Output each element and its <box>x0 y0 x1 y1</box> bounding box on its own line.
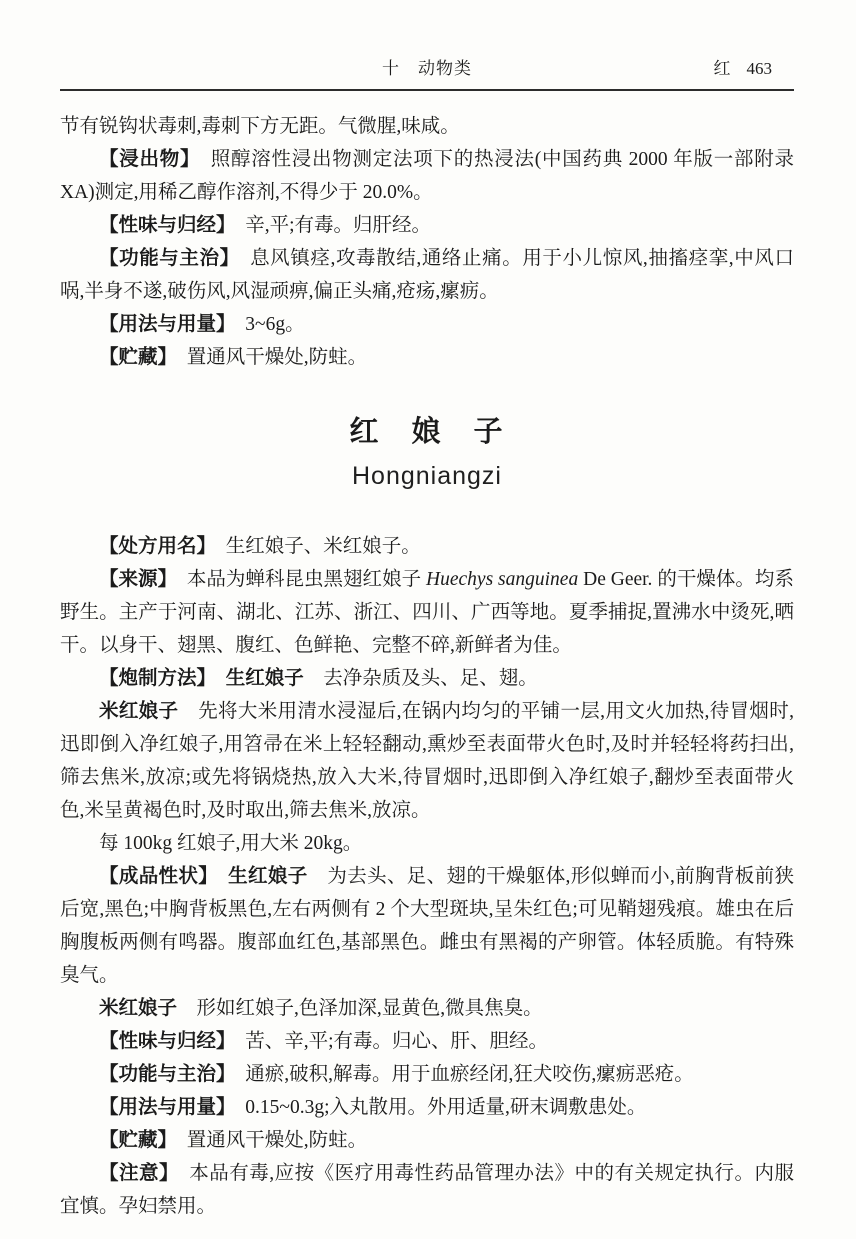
paragraph-ratio <box>60 827 794 860</box>
page-number: 463 <box>746 59 772 78</box>
section-storage <box>60 1124 794 1157</box>
text-segment: 【用法与用量】 <box>99 1096 246 1118</box>
text-segment: 生红娘子 <box>228 865 308 887</box>
text-segment: 【贮藏】 <box>99 346 187 368</box>
text-segment: 形如红娘子,色泽加深,显黄色,微具焦臭。 <box>177 998 543 1019</box>
text-segment: Huechys sanguinea <box>426 569 579 590</box>
paragraph-rice-processing <box>60 695 794 827</box>
section-functions <box>60 242 794 308</box>
entry-body <box>60 530 794 1223</box>
section-dosage <box>60 1091 794 1124</box>
text-segment: 米红娘子 <box>99 997 178 1019</box>
section-source <box>60 563 794 662</box>
text-segment: 生红娘子 <box>225 667 304 689</box>
text-segment: 照醇溶性浸出物测定法项下的热浸法(中国药典 2000 年版一部附录 XA)测定,用稀乙醇作溶剂,不得少于 20.0%。 <box>60 149 794 203</box>
text-segment: 置通风干燥处,防蛀。 <box>186 347 368 368</box>
text-segment: 【处方用名】 <box>99 535 226 557</box>
text-segment: 苦、辛,平;有毒。归心、肝、胆经。 <box>245 1031 549 1052</box>
page-header <box>60 56 794 82</box>
text-segment: 【用法与用量】 <box>99 313 246 335</box>
text-segment: 息风镇痉,攻毒散结,通络止痛。用于小儿惊风,抽搐痉挛,中风口㖞,半身不遂,破伤风,风湿顽痹,偏正头痛,疮疡,瘰疬。 <box>60 248 794 302</box>
section-product-characters <box>60 860 794 992</box>
section-caution <box>60 1157 794 1223</box>
section-taste-meridian <box>60 1025 794 1058</box>
text-segment: 先将大米用清水浸湿后,在锅内均匀的平铺一层,用文火加热,待冒烟时,迅即倒入净红娘子,用笤帚在米上轻轻翻动,熏炒至表面带火色时,及时并轻轻将药扫出,筛去焦米,放凉;或先将锅烧热,放入大米,待冒烟时,迅即倒入净红娘子,翻炒至表面带火色,米呈黄褐色时,及时取出,筛去焦米,放凉。 <box>60 701 794 821</box>
section-storage <box>60 341 794 374</box>
text-segment: 【性味与归经】 <box>99 1030 246 1052</box>
text-segment: 节有锐钩状毒刺,毒刺下方无距。气微腥,味咸。 <box>60 116 460 137</box>
text-segment: 【功能与主治】 <box>99 1063 246 1085</box>
text-segment: 生红娘子、米红娘子。 <box>225 536 421 557</box>
section-processing-method <box>60 662 794 695</box>
text-segment: 通瘀,破积,解毒。用于血瘀经闭,狂犬咬伤,瘰疬恶疮。 <box>245 1064 694 1085</box>
text-segment: 【来源】 <box>99 568 187 590</box>
text-segment: 【功能与主治】 <box>99 247 251 269</box>
section-prescription-names <box>60 530 794 563</box>
text-segment: 为去头、足、翅的干燥躯体,形似蝉而小,前胸背板前狭后宽,黑色;中胸背板黑色,左右两侧有 2 个大型斑块,呈朱红色;可见鞘翅残痕。雄虫在后胸腹板两侧有鸣器。腹部血红色,基部黑色。雌虫有黑褐的产卵管。体轻质脆。有特殊臭气。 <box>60 866 794 986</box>
entry-hongniangzi <box>60 412 794 1223</box>
page-topic: 红 <box>713 59 731 78</box>
text-segment: De Geer. 的干燥体。均系野生。主产于河南、湖北、江苏、浙江、四川、广西等地。夏季捕捉,置沸水中烫死,晒干。以身干、翅黑、腹红、色鲜艳、完整不碎,新鲜者为佳。 <box>60 569 794 656</box>
text-segment: 置通风干燥处,防蛀。 <box>186 1130 368 1151</box>
previous-entry-tail <box>60 110 794 374</box>
paragraph-rice-product <box>60 992 794 1025</box>
section-extractives <box>60 143 794 209</box>
section-dosage <box>60 308 794 341</box>
text-segment: 0.15~0.3g;入丸散用。外用适量,研末调敷患处。 <box>245 1097 647 1118</box>
section-taste-meridian <box>60 209 794 242</box>
section-functions <box>60 1058 794 1091</box>
page-body <box>60 110 794 1223</box>
entry-title: 红 娘 子 <box>349 416 505 448</box>
text-segment: 米红娘子 <box>99 700 179 722</box>
chapter-heading: 十 动物类 <box>382 59 472 78</box>
text-segment: 【注意】 <box>99 1162 190 1184</box>
text-segment: 【浸出物】 <box>99 148 211 170</box>
text-segment: 去净杂质及头、足、翅。 <box>303 668 538 689</box>
paragraph-continuation <box>60 110 794 143</box>
entry-pinyin: Hongniangzi <box>352 462 502 490</box>
text-segment: 【性味与归经】 <box>99 214 246 236</box>
text-segment: 本品为蝉科昆虫黑翅红娘子 <box>186 569 427 590</box>
text-segment: 【贮藏】 <box>99 1129 187 1151</box>
text-segment: 【成品性状】 <box>99 865 229 887</box>
text-segment: 3~6g。 <box>245 314 305 335</box>
header-rule <box>60 89 794 91</box>
text-segment: 每 100kg 红娘子,用大米 20kg。 <box>99 833 363 854</box>
text-segment: 本品有毒,应按《医疗用毒性药品管理办法》中的有关规定执行。内服宜慎。孕妇禁用。 <box>60 1163 794 1217</box>
text-segment: 辛,平;有毒。归肝经。 <box>245 215 432 236</box>
text-segment: 【炮制方法】 <box>99 667 226 689</box>
page-reference <box>714 56 773 82</box>
